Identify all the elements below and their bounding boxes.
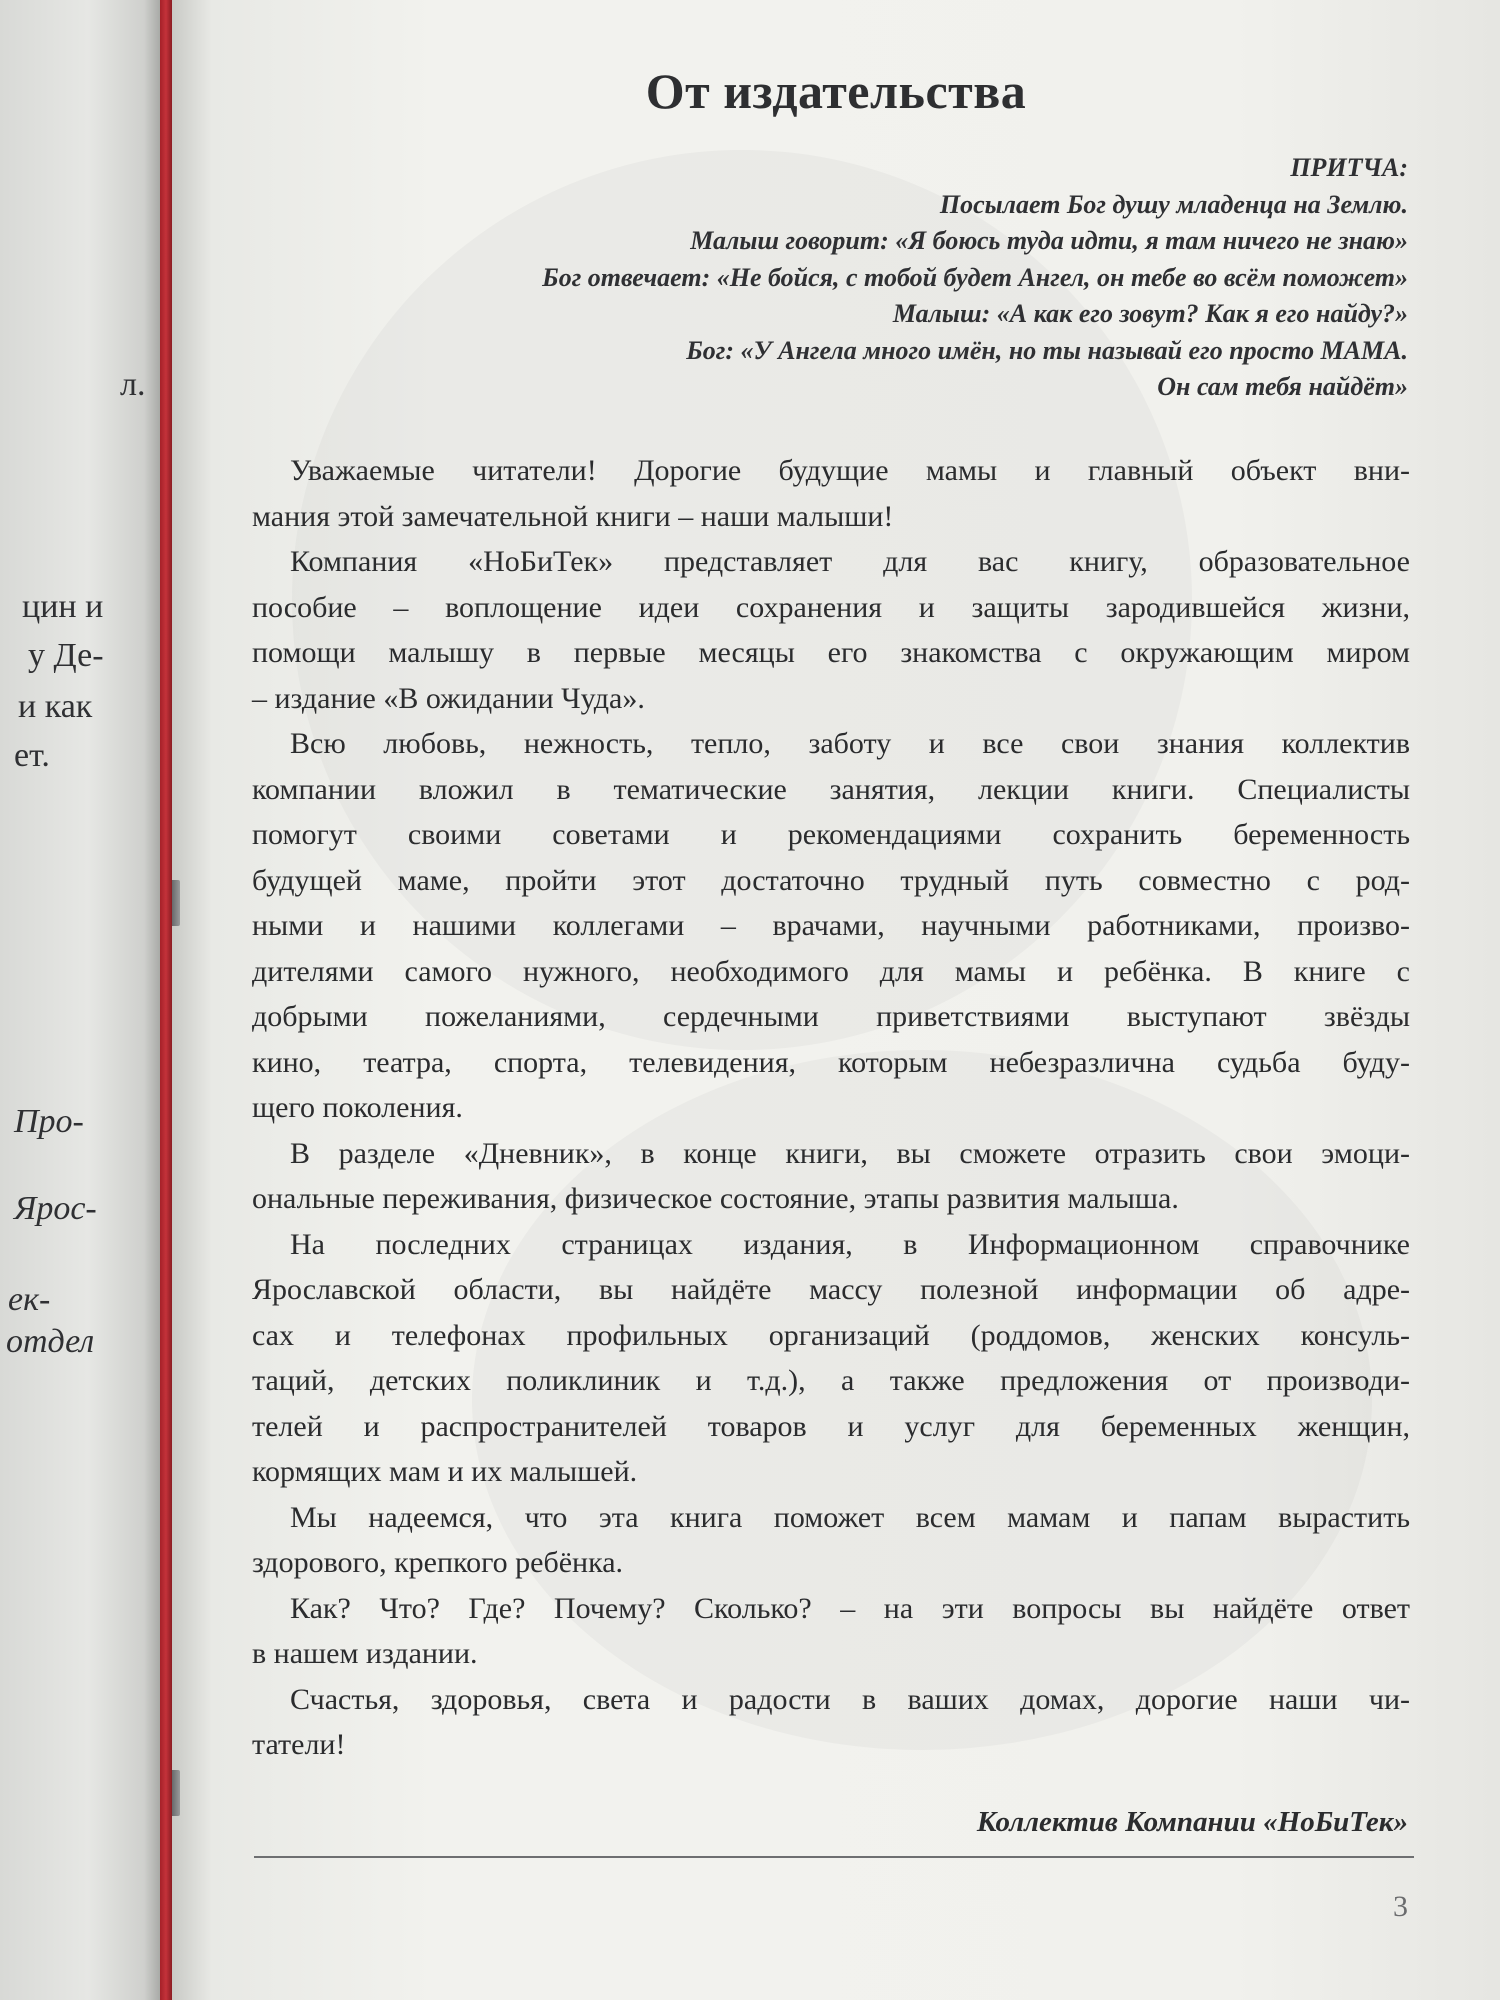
text-line: ональные переживания, физическое состояние, этапы развития малыша.	[252, 1182, 1179, 1215]
left-page-fragment: и как	[18, 688, 93, 725]
text-line: Всю любовь, нежность, тепло, заботу и все свои знания коллектив	[290, 727, 1410, 760]
text-line: Уважаемые читатели! Дорогие будущие мамы и главный объект вни-	[290, 454, 1410, 487]
text-line: здорового, крепкого ребёнка.	[252, 1546, 624, 1579]
paragraph	[252, 1677, 1410, 1768]
text-line: пособие – воплощение идеи сохранения и защиты зародившейся жизни,	[252, 590, 1410, 624]
paragraph	[252, 721, 1410, 1131]
left-page-fragment: отдел	[6, 1323, 95, 1360]
binding-staple	[172, 1770, 180, 1816]
left-page-fragment: Ярос-	[14, 1190, 97, 1227]
body-text	[252, 448, 1410, 1768]
text-line: – издание «В ожидании Чуда».	[252, 681, 645, 715]
left-page-fragment: ет.	[14, 737, 50, 774]
text-line: таций, детских поликлиник и т.д.), а также предложения от производи-	[252, 1364, 1410, 1397]
paragraph	[252, 539, 1410, 721]
paragraph	[252, 448, 1410, 539]
left-page	[0, 0, 160, 2000]
parable-line: Посылает Бог душу младенца на Землю.	[939, 189, 1408, 219]
page-title: От издательства	[645, 63, 1027, 119]
parable-line: Малыш говорит: «Я боюсь туда идти, я там ничего не знаю»	[690, 226, 1408, 255]
text-line: Счастья, здоровья, света и радости в ваших домах, дорогие наши чи-	[290, 1682, 1410, 1716]
text-line: будущей маме, пройти этот достаточно трудный путь совместно с род-	[252, 863, 1410, 897]
text-line: Как? Что? Где? Почему? Сколько? – на эти вопросы вы найдёте ответ	[290, 1591, 1410, 1625]
text-line: телей и распространителей товаров и услуг для беременных женщин,	[252, 1409, 1410, 1443]
cover-edge	[160, 0, 172, 2000]
text-line: компании вложил в тематические занятия, лекции книги. Специалисты	[252, 772, 1410, 806]
text-line: кормящих мам и их малышей.	[252, 1455, 638, 1488]
parable-line: Бог: «У Ангела много имён, но ты называй его просто МАМА.	[686, 335, 1408, 365]
text-line: татели!	[252, 1728, 346, 1761]
text-line: щего поколения.	[252, 1091, 463, 1124]
text-line: ными и нашими коллегами – врачами, научными работниками, произво-	[252, 909, 1410, 942]
footer-rule	[254, 1856, 1414, 1858]
text-line: Компания «НоБиТек» представляет для вас книгу, образовательное	[290, 545, 1410, 578]
binding-staple	[172, 880, 180, 926]
text-line: Ярославской области, вы найдёте массу полезной информации об адре-	[252, 1273, 1410, 1306]
text-line: добрыми пожеланиями, сердечными приветствиями выступают звёзды	[252, 1000, 1410, 1033]
left-page-fragment: Про-	[14, 1103, 84, 1140]
left-page-fragment: цин и	[22, 588, 104, 625]
text-line: Мы надеемся, что эта книга поможет всем мамам и папам вырастить	[290, 1500, 1410, 1534]
paragraph	[252, 1222, 1410, 1495]
parable-block	[308, 150, 1408, 406]
text-line: помощи малышу в первые месяцы его знакомства с окружающим миром	[252, 636, 1410, 669]
left-page-fragment: л.	[120, 366, 146, 403]
signature: Коллектив Компании «НоБиТек»	[976, 1806, 1408, 1838]
text-line: в нашем издании.	[252, 1637, 478, 1670]
text-line: кино, театра, спорта, телевидения, которым небезразлична судьба буду-	[252, 1045, 1410, 1079]
left-page-fragment: у Де-	[28, 637, 104, 674]
page-number: 3	[1393, 1890, 1408, 1923]
parable-line: Бог отвечает: «Не бойся, с тобой будет Ангел, он тебе во всём поможет»	[542, 262, 1408, 292]
text-line: дителями самого нужного, необходимого для мамы и ребёнка. В книге с	[252, 954, 1410, 988]
paragraph	[252, 1495, 1410, 1586]
text-line: сах и телефонах профильных организаций (роддомов, женских консуль-	[252, 1318, 1410, 1352]
text-line: помогут своими советами и рекомендациями сохранить беременность	[252, 818, 1410, 851]
left-page-fragment: ек-	[8, 1281, 51, 1318]
paragraph	[252, 1131, 1410, 1222]
text-line: На последних страницах издания, в Информационном справочнике	[290, 1227, 1410, 1261]
parable-line: Малыш: «А как его зовут? Как я его найду?»	[892, 299, 1408, 328]
main-page	[172, 0, 1500, 2000]
paragraph	[252, 1586, 1410, 1677]
parable-heading: ПРИТЧА:	[1290, 153, 1408, 182]
text-line: В разделе «Дневник», в конце книги, вы сможете отразить свои эмоци-	[290, 1136, 1410, 1170]
parable-line: Он сам тебя найдёт»	[1157, 372, 1408, 401]
text-line: мания этой замечательной книги – наши малыши!	[252, 499, 894, 533]
